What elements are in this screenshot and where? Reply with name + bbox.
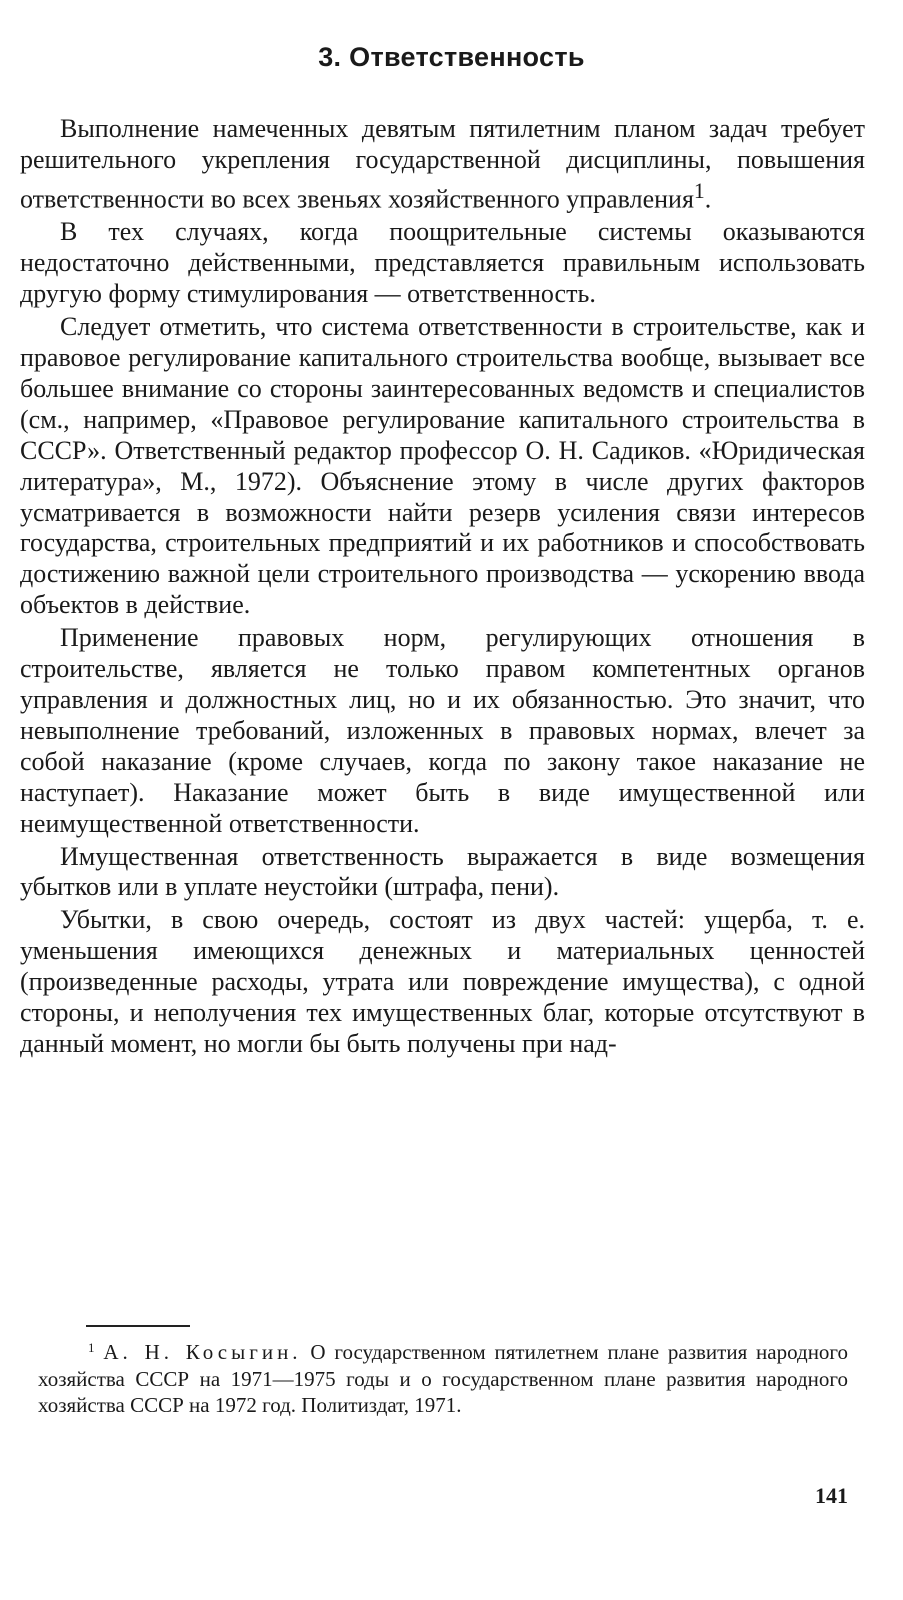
footnote bbox=[38, 1335, 848, 1419]
paragraph-1-text: Выполнение намеченных девятым пятилетним планом задач требует решительного укрепления государственной дисциплины, повышения ответственности во всех звеньях хозяйственного управления bbox=[20, 114, 865, 214]
paragraph-3: Следует отметить, что система ответственности в строительстве, как и правовое регулирование капитального строительства вообще, вызывает все большее внимание со стороны заинтересованных ведомств и специалистов (см., например, «Правовое регулирование капитального строительства в СССР». Ответственный редактор профессор О. Н. Садиков. «Юридическая литература», М., 1972). Объяснение этому в числе других факторов усматривается в возможности найти резерв усиления связи интересов государства, строительных предприятий и их работников и способствовать достижению важной цели строительного производства — ускорению ввода объектов в действие. bbox=[20, 312, 865, 620]
page-number: 141 bbox=[815, 1483, 848, 1508]
footnote-author: А. Н. Косыгин. bbox=[103, 1340, 302, 1364]
footnote-text bbox=[38, 1335, 848, 1419]
paragraph-6: Убытки, в свою очередь, состоят из двух частей: ущерба, т. е. уменьшения имеющихся денежных и материальных ценностей (произведенные расходы, утрата или повреждение имущества), с одной стороны, и неполучения тех имущественных благ, которые отсутствуют в данный момент, но могли бы быть получены при над- bbox=[20, 905, 865, 1058]
paragraph-5: Имущественная ответственность выражается в виде возмещения убытков или в уплате неустойки (штрафа, пени). bbox=[20, 841, 865, 902]
footnote-reference: 1 bbox=[693, 178, 705, 203]
paragraph-1: Выполнение намеченных девятым пятилетним планом задач требует решительного укрепления государственной дисциплины, повышения ответственности во всех звеньях хозяйственного управления$^1$. bbox=[20, 114, 865, 214]
paragraph-2: В тех случаях, когда поощрительные системы оказываются недостаточно действенными, представляется правильным использовать другую форму стимулирования — ответственность. bbox=[20, 217, 865, 309]
section-heading: 3. Ответственность bbox=[318, 42, 585, 72]
footnote-divider bbox=[86, 1325, 190, 1327]
body-text bbox=[20, 114, 865, 1060]
paragraph-4: Применение правовых норм, регулирующих отношения в строительстве, является не только правом компетентных органов управления и должностных лиц, но и их обязанностью. Это значит, что невыполнение требований, изложенных в правовых нормах, влечет за собой наказание (кроме случаев, когда по закону такое наказание не наступает). Наказание может быть в виде имущественной или неимущественной ответственности. bbox=[20, 623, 865, 838]
footnote-marker: 1 bbox=[88, 1340, 95, 1355]
footnote-body: О государственном пятилетнем плане развития народного хозяйства СССР на 1971—1975 годы и о государственном плане развития народного хозяйства СССР на 1972 год. Политиздат, 1971. bbox=[38, 1340, 849, 1417]
